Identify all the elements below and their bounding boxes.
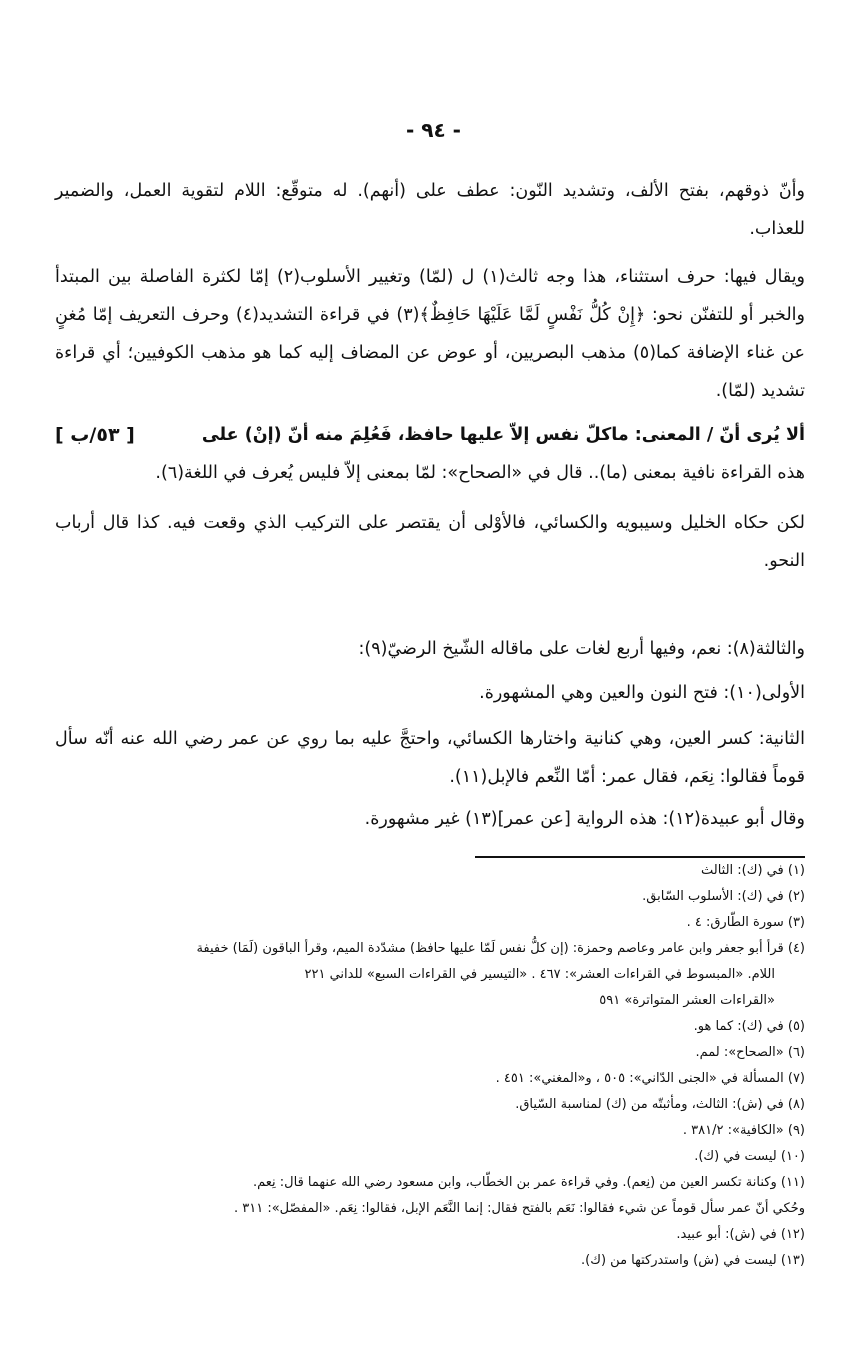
footnote-1: (١) في (ك): الثالث: [700, 863, 805, 878]
paragraph-3: [55, 416, 805, 454]
footnote-13: (١٣) ليست في (ش) واستدركتها من (ك).: [581, 1253, 805, 1268]
footnote-4-cont: اللام. «المبسوط في القراءات العشر»: ٤٦٧ . «التيسير في القراءات السبع» للداني ٢٢١: [304, 967, 775, 982]
footnote-12: (١٢) في (ش): أبو عبيد.: [676, 1227, 805, 1242]
footnote-4-cont2: «القراءات العشر المتواترة» ٥٩١: [599, 993, 775, 1008]
paragraph-1: وأنّ ذوقهم، بفتح الألف، وتشديد النّون: عطف على (أنهم). له متوقّع: اللام لتقوية العمل، والضمير للعذاب.: [55, 181, 805, 239]
footnote-2: (٢) في (ك): الأسلوب السّابق.: [642, 889, 805, 904]
paragraph-3-text: ألا يُرى أنّ / المعنى: ماكلّ نفس إلاّ عليها حافظ، فَعُلِمَ منه أنّ (إنْ) على: [201, 425, 805, 445]
footnote-11-cont: وحُكي أنّ عمر سأل قوماً عن شيء فقالوا: نَعَم بالفتح فقال: إنما النَّعَم الإبل، فقالوا: نِعَم. «المفصّل»: ٣١١ .: [234, 1201, 805, 1216]
footnote-11: (١١) وكنانة تكسر العين من (نِعم). وفي قراءة عمر بن الخطّاب، وابن مسعود رضي الله عنهما قال: نِعم.: [252, 1175, 805, 1190]
footnote-4: (٤) قرأ أبو جعفر وابن عامر وعاصم وحمزة: (إن كلُّ نفس لَمّا عليها حافظ) مشدّدة الميم، وقرأ الباقون (لَمَا) خفيفة: [196, 941, 805, 956]
footnote-3: (٣) سورة الطّارق: ٤ .: [686, 915, 805, 930]
footnote-5: (٥) في (ك): كما هو.: [693, 1019, 805, 1034]
paragraph-4: لكن حكاه الخليل وسيبويه والكسائي، فالأوْلى أن يقتصر على التركيب الذي وقعت فيه. كذا قال أرباب النحو.: [55, 513, 805, 571]
manuscript-folio-tag: [ ٥٣/ب ]: [55, 424, 135, 446]
page-number: - ٩٤ -: [406, 118, 461, 142]
footnote-7: (٧) المسألة في «الجنى الدّاني»: ٥٠٥ ، و«المغني»: ٤٥١ .: [495, 1071, 805, 1086]
footnote-9: (٩) «الكافية»: ٣٨١/٢ .: [682, 1123, 805, 1138]
paragraph-8: وقال أبو عبيدة(١٢): هذه الرواية [عن عمر](١٣) غير مشهورة.: [364, 809, 805, 829]
footnotes: [55, 858, 805, 1274]
paragraph-3b: هذه القراءة نافية بمعنى (ما).. قال في «الصحاح»: لمّا بمعنى إلاّ فليس يُعرف في اللغة(٦).: [155, 463, 805, 483]
footnote-10: (١٠) ليست في (ك).: [694, 1149, 805, 1164]
footnote-6: (٦) «الصحاح»: لمم.: [695, 1045, 805, 1060]
paragraph-7: الثانية: كسر العين، وهي كنانية واختارها الكسائي، واحتجَّ عليه بما روي عن عمر رضي الله عنه أنّه سأل قوماً فقالوا: نِعَم، فقال عمر: أمّا النِّعم فالإبل(١١).: [55, 729, 805, 787]
footnote-8: (٨) في (ش): الثالث، ومأثبتّه من (ك) لمناسبة السّياق.: [515, 1097, 805, 1112]
paragraph-6: الأولى(١٠): فتح النون والعين وهي المشهورة.: [479, 683, 805, 703]
paragraph-2: ويقال فيها: حرف استثناء، هذا وجه ثالث(١) ل (لمّا) وتغيير الأسلوب(٢) إمّا لكثرة الفاصلة بين المبتدأ والخبر أو للتفنّن نحو: ﴿إِنْ كُلُّ نَفْسٍ لَمَّا عَلَيْهَا حَافِظٌ﴾(٣) في قراءة التشديد(٤) وحرف التعريف إمّا مُغنٍ عن غناء الإضافة كما(٥) مذهب البصريين، أو عوض عن المضاف إليه كما هو مذهب الكوفيين؛ أي قراءة تشديد (لمّا).: [55, 267, 806, 401]
paragraph-5: والثالثة(٨): نعم، وفيها أربع لغات على ماقاله الشّيخ الرضيّ(٩):: [358, 639, 805, 659]
